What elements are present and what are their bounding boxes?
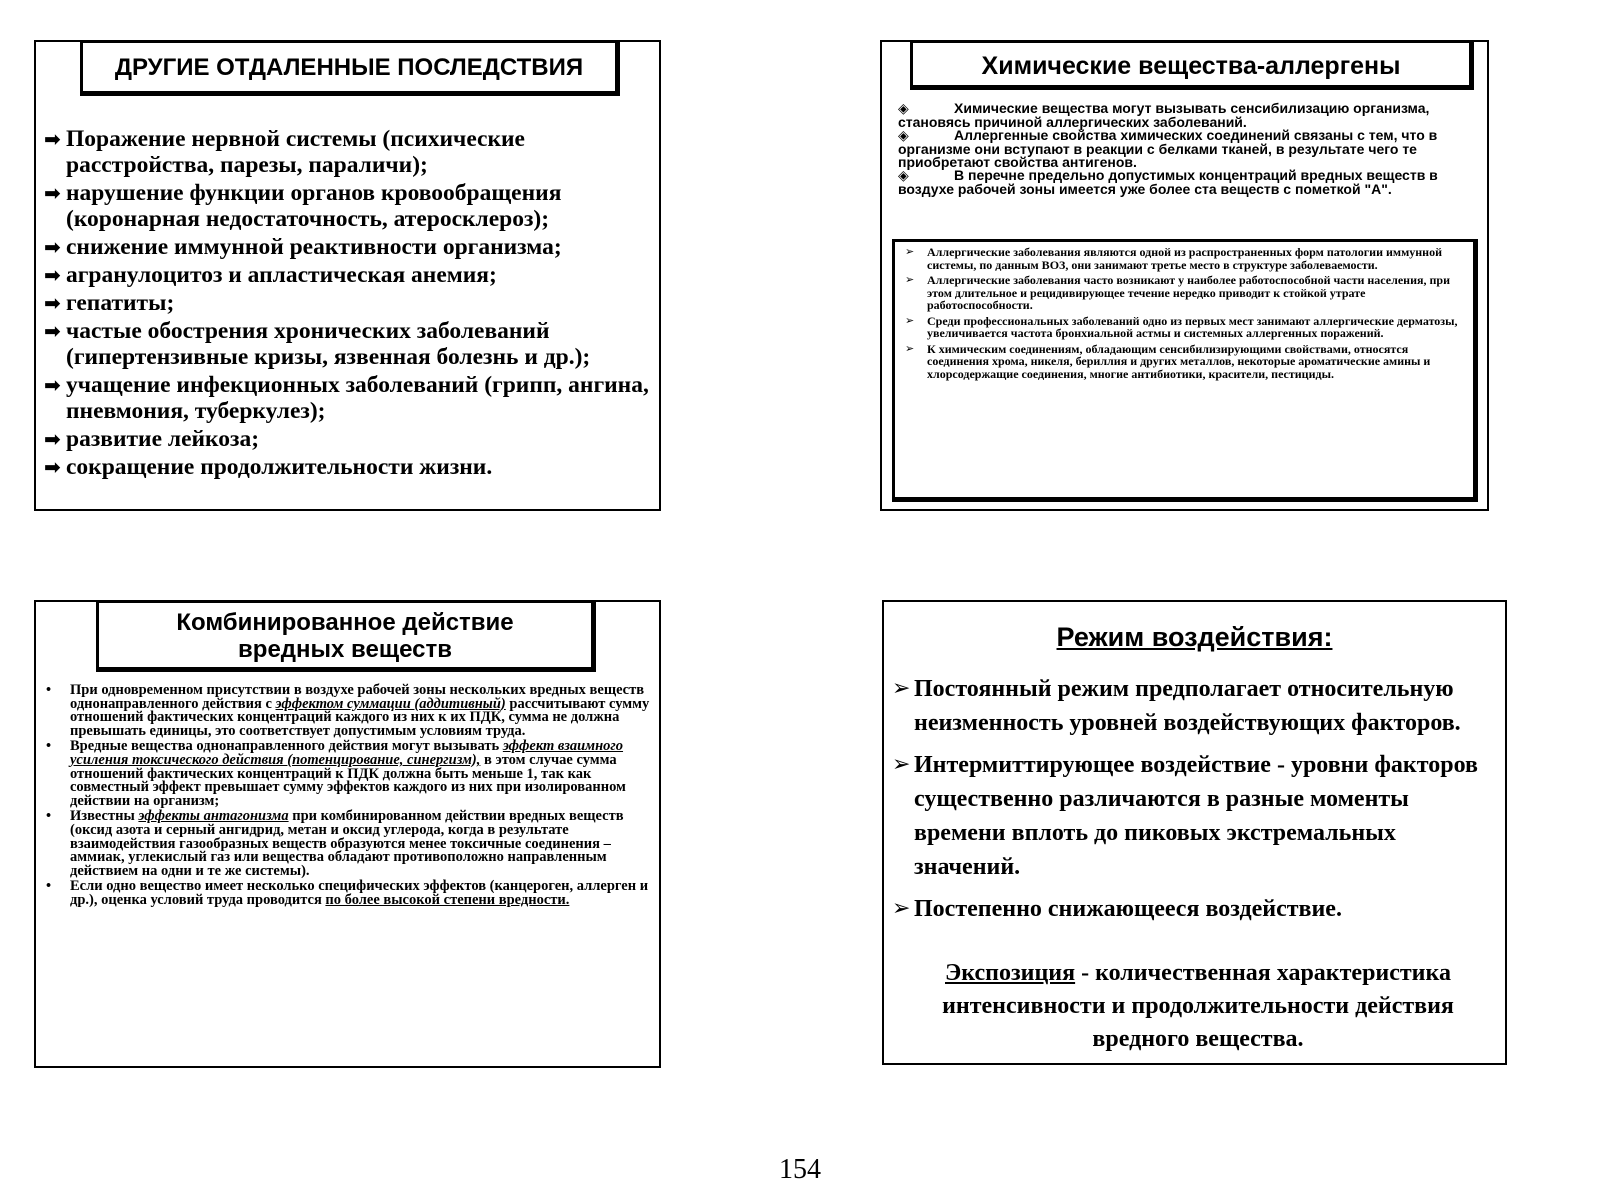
list-item: ➢ Интермиттирующее воздействие - уровни факторов существенно различаются в разные моменты времени вплоть до пиковых экстремальных значений. [892,748,1502,884]
consequences-list [44,126,654,482]
arrow-right-icon: ➡ [44,291,61,315]
arrow-right-icon: ➡ [44,455,61,479]
list-item: ➡ учащение инфекционных заболеваний (грипп, ангина, пневмония, туберкулез); [44,372,649,424]
slide-title: Химические вещества-аллергены [910,40,1474,90]
exposure-definition: Экспозиция - количественная характеристика интенсивности и продолжительности действия вредного вещества. [942,960,1454,1052]
arrow-right-icon: ➡ [44,235,61,259]
list-item: ➡ гепатиты; [44,290,175,316]
slide-exposure-mode [882,600,1507,1065]
list-item: ➡ Поражение нервной системы (психические расстройства, парезы, параличи); [44,126,525,178]
diamond-bullet-icon: ◈ [898,168,909,184]
title-line: вредных веществ [238,636,452,663]
list-item: ➡ снижение иммунной реактивности организма; [44,234,562,260]
list-item: ➢ Постепенно снижающееся воздействие. [892,892,1502,926]
list-item: ➡ развитие лейкоза; [44,426,260,452]
list-item: ➡ частые обострения хронических заболеваний (гипертензивные кризы, язвенная болезнь и др.); [44,318,591,370]
slide-title: ДРУГИЕ ОТДАЛЕННЫЕ ПОСЛЕДСТВИЯ [80,40,620,96]
exposure-modes-list [892,672,1502,934]
list-item: ➢ Аллергические заболевания являются одной из распространенных форм патологии иммунной системы, по данным ВОЗ, они занимают третье место в структуре заболеваемости. [905,245,1443,272]
list-item: ➡ нарушение функции органов кровообращения (коронарная недостаточность, атеросклероз); [44,180,562,232]
bullet-dot-icon: • [46,808,52,825]
slide-title [96,600,596,672]
allergy-facts-list [901,246,1467,383]
arrowhead-bullet-icon: ➢ [905,313,915,327]
arrow-right-icon: ➡ [44,319,61,343]
arrow-right-icon: ➡ [44,427,61,451]
page-number: 154 [779,1154,821,1185]
arrow-right-icon: ➡ [44,127,61,151]
slide-title: Режим воздействия: [1056,622,1333,652]
bullet-dot-icon: • [46,738,52,755]
list-item: ➡ сокращение продолжительности жизни. [44,454,493,480]
list-item: ➢ Постоянный режим предполагает относительную неизменность уровней воздействующих факторов. [892,672,1502,740]
paragraph: ◈ В перечне предельно допустимых концентраций вредных веществ в воздухе рабочей зоны имеется уже более ста веществ с пометкой "А". [898,167,1438,197]
bullet-dot-icon: • [46,682,52,698]
list-item: ➢ Среди профессиональных заболеваний одно из первых мест занимают аллергические дерматозы, увеличивается частота бронхиальной астмы и системных аллергенных поражений. [905,313,1458,340]
list-item: • При одновременном присутствии в воздухе рабочей зоны нескольких вредных веществ однонаправленного действия с эффектом суммации (аддитивный) рассчитывают сумму отношений фактических концентраций каждого из них к их ПДК, сумма не должна превышать единицы, это соответствует допустимым условиям труда. [46,682,650,739]
list-item: ➡ агранулоцитоз и апластическая анемия; [44,262,497,288]
paragraph: ◈ Аллергенные свойства химических соединений связаны с тем, что в организме они вступают в реакции с белками тканей, в результате чего те приобретают свойства антигенов. [898,127,1438,170]
intro-paragraphs [898,102,1478,196]
paragraph: ◈ Химические вещества могут вызывать сенсибилизацию организма, становясь причиной аллергических заболеваний. [898,100,1430,130]
arrowhead-bullet-icon: ➢ [905,245,915,258]
list-item: ➢ Аллергические заболевания часто возникают у наиболее работоспособной части населения, при этом длительное и рецидивирующее течение нередко приводит к стойкой утрате работоспособности. [905,273,1450,312]
arrow-right-icon: ➡ [44,373,61,397]
arrowhead-bullet-icon: ➢ [892,896,911,921]
arrowhead-bullet-icon: ➢ [892,676,911,701]
arrow-right-icon: ➡ [44,263,61,287]
allergy-facts-box [892,239,1478,502]
arrowhead-bullet-icon: ➢ [905,273,915,286]
slide-chemical-allergens [880,40,1489,511]
list-item: ➢ К химическим соединениям, обладающим сенсибилизирующими свойствами, относятся соединения хрома, никеля, бериллия и других металлов, некоторые ароматические амины и хлорсодержащие соединения, многие антибиотики, красители, пестициды. [905,341,1431,381]
diamond-bullet-icon: ◈ [898,128,909,144]
arrowhead-bullet-icon: ➢ [892,752,911,777]
list-item: • Если одно вещество имеет несколько специфических эффектов (канцероген, аллерген и др.), оценка условий труда проводится по более высокой степени вредности. [46,878,649,908]
list-item: • Вредные вещества однонаправленного действия могут вызывать эффект взаимного усиления токсического действия (потенцирование, синергизм), в этом случае сумма отношений фактических концентраций к ПДК должна быть меньше 1, так как совместный эффект превышает сумму эффектов каждого из них при изолированном действии на организм; [46,738,626,809]
diamond-bullet-icon: ◈ [898,101,909,117]
title-line: Комбинированное действие [176,609,514,636]
exposure-term: Экспозиция [945,960,1076,986]
slide-other-consequences [34,40,661,511]
bullet-dot-icon: • [46,878,52,895]
list-item: • Известны эффекты антагонизма при комбинированном действии вредных веществ (оксид азота и серный ангидрид, метан и оксид углерода, когда в результате взаимодействия газообразных веществ образуются менее токсичные соединения – аммиак, углекислый газ или вещества обладают противоположно направленным действием на одни и те же системы). [46,808,624,879]
slide-combined-action [34,600,661,1068]
combined-action-list [42,684,654,910]
arrowhead-bullet-icon: ➢ [905,341,915,355]
arrow-right-icon: ➡ [44,181,61,205]
